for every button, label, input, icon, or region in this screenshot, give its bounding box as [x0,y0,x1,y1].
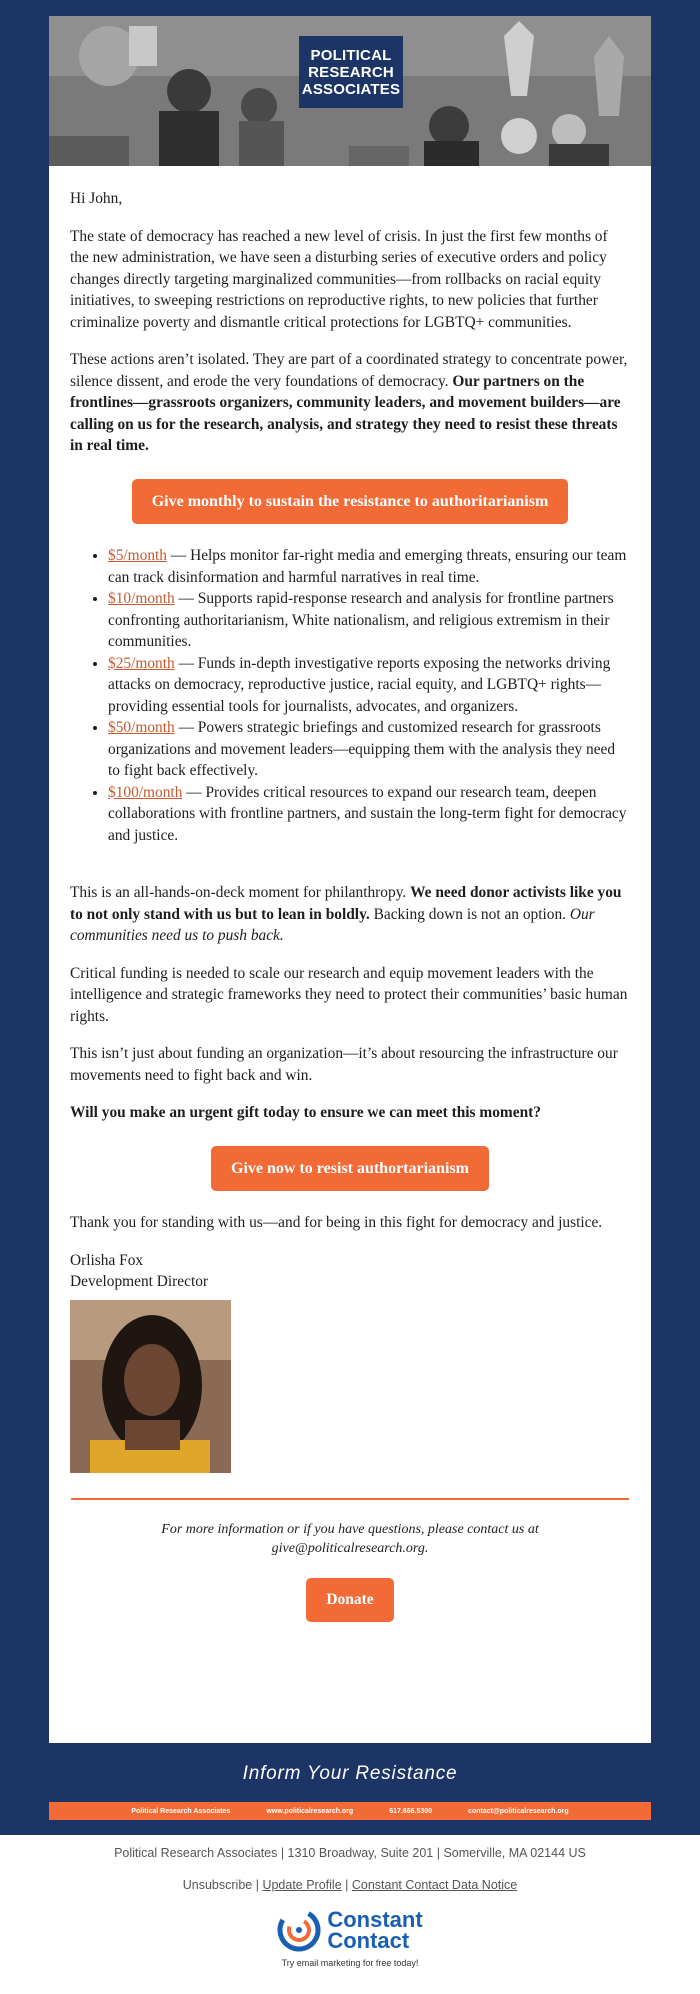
logo-line-3: ASSOCIATES [301,80,401,98]
logo-line-2: RESEARCH [308,63,394,81]
giving-tiers-list [70,545,630,846]
note-period: . [424,1541,429,1556]
greeting: Hi John, [70,190,123,207]
cta-give-now-wrap [70,1146,630,1192]
cta-monthly-wrap [70,479,630,525]
contact-note [110,1520,590,1558]
paragraph-crisis: The state of democracy has reached a new level of crisis. In just the first few months of the new administration, we have seen a disturbing series of executive orders and policy changes directly targeting marginalized communities—from rollbacks on racial equity initiatives, to sweeping restrictions on reproductive rights, to new policies that further criminalize poverty and dismantle critical protections for LGBTQ+ communities. [70,227,608,331]
list-item [108,717,630,782]
footer-links [0,1878,700,1892]
strip-org: Political Research Associates [131,1807,231,1815]
brand-line-1: Constant [327,1907,423,1932]
donate-button[interactable]: Donate [306,1578,393,1622]
tier-link-25[interactable]: $25/month [108,654,175,672]
tier-description: — Provides critical resources to expand our research team, deepen collaborations with frontline partners, and sustain the long-term fight for democracy and justice. [108,783,627,844]
donate-wrap [70,1578,630,1622]
tier-description: — Funds in-depth investigative reports exposing the networks driving attacks on democracy, reproductive justice, racial equity, and LGBTQ+ rights—providing essential tools for journalists, advocates, and organizers. [108,654,611,715]
hero-banner [49,16,651,166]
email-body [49,166,651,1622]
try-free-text[interactable]: Try email marketing for free today! [281,1958,419,1968]
tagline-band [49,1743,651,1802]
p2-bold-text: Our partners on the frontlines—grassroots organizers, community leaders, and movement builders—are calling on us for the research, analysis, and strategy they need to resist these threats in real time. [70,372,621,454]
logo-line-1: POLITICAL [310,46,392,64]
tier-link-10[interactable]: $10/month [108,590,175,607]
unsubscribe-link[interactable]: Unsubscribe [182,1878,253,1892]
strip-site[interactable]: www.politicalresearch.org [266,1807,354,1815]
sender-address: Political Research Associates | 1310 Broadway, Suite 201 | Somerville, MA 02144 US [114,1846,586,1860]
p3-b: We need donor activists like you to not only stand with us but to lean in boldly. [70,884,622,923]
list-item [108,545,630,588]
signer-photo [70,1300,231,1473]
update-profile-link[interactable]: Update Profile [262,1878,342,1892]
p3-a: This is an all-hands-on-deck moment for philanthropy. [70,884,411,901]
constant-contact-icon [277,1908,321,1952]
p2-plain-text: These actions aren’t isolated. They are part of a coordinated strategy to concentrate power, silence dissent, and erode the very foundations of democracy. [70,351,628,390]
link-separator: | [252,1878,263,1892]
paragraph-urgent-ask [70,1102,630,1124]
tagline: Inform Your Resistance [242,1763,458,1784]
tier-link-100[interactable]: $100/month [108,783,183,801]
signature [70,1250,630,1293]
strip-email[interactable]: contact@politicalresearch.org [468,1807,569,1815]
tier-link-5[interactable]: $5/month [108,547,167,564]
p3-d: Our communities need us to push back. [70,905,595,944]
paragraph-critical-funding: Critical funding is needed to scale our research and equip movement leaders with the intelligence and strategic frameworks they need to protect their communities’ basic human rights. [70,964,628,1025]
strip-phone: 617.666.5300 [389,1807,433,1815]
p3-c: Backing down is not an option. [369,905,570,923]
pra-logo [299,36,403,108]
list-item [108,653,630,718]
brand-line-2: Contact [327,1928,410,1953]
note-text: For more information or if you have questions, please contact us at [161,1522,539,1537]
signer-name: Orlisha Fox [70,1251,144,1269]
list-item [108,782,630,847]
constant-contact-logo[interactable] [0,1908,700,1952]
paragraph-coordinated-strategy [70,349,630,457]
paragraph-all-hands [70,882,630,947]
paragraph-infrastructure: This isn’t just about funding an organization—it’s about resourcing the infrastructure our movements need to fight back and win. [70,1045,618,1084]
tier-description: — Supports rapid-response research and analysis for frontline partners confronting authoritarianism, White nationalism, and religious extremism in their communities. [108,590,614,650]
contact-email[interactable]: give@politicalresearch.org [271,1541,425,1556]
constant-contact-footer [0,1835,700,1968]
tier-description: — Helps monitor far-right media and emerging threats, ensuring our team can track disinformation and harmful narratives in real time. [108,547,627,586]
email-card [49,16,651,1820]
signer-title: Development Director [70,1273,209,1290]
constant-contact-wordmark [327,1909,422,1951]
link-separator: | [341,1878,352,1892]
paragraph-thank-you: Thank you for standing with us—and for being in this fight for democracy and justice. [70,1214,603,1231]
contact-strip [49,1802,651,1820]
give-now-button[interactable]: Give now to resist authortarianism [211,1146,489,1192]
give-monthly-button[interactable]: Give monthly to sustain the resistance to authoritarianism [132,479,569,525]
data-notice-link[interactable]: Constant Contact Data Notice [351,1878,518,1892]
tier-description: — Powers strategic briefings and customized research for grassroots organizations and movement leaders—equipping them with the analysis they need to fight back effectively. [108,719,616,779]
footer-divider [71,1498,629,1500]
list-item [108,588,630,653]
tier-link-50[interactable]: $50/month [108,719,175,736]
urgent-ask-text: Will you make an urgent gift today to ensure we can meet this moment? [70,1104,541,1121]
